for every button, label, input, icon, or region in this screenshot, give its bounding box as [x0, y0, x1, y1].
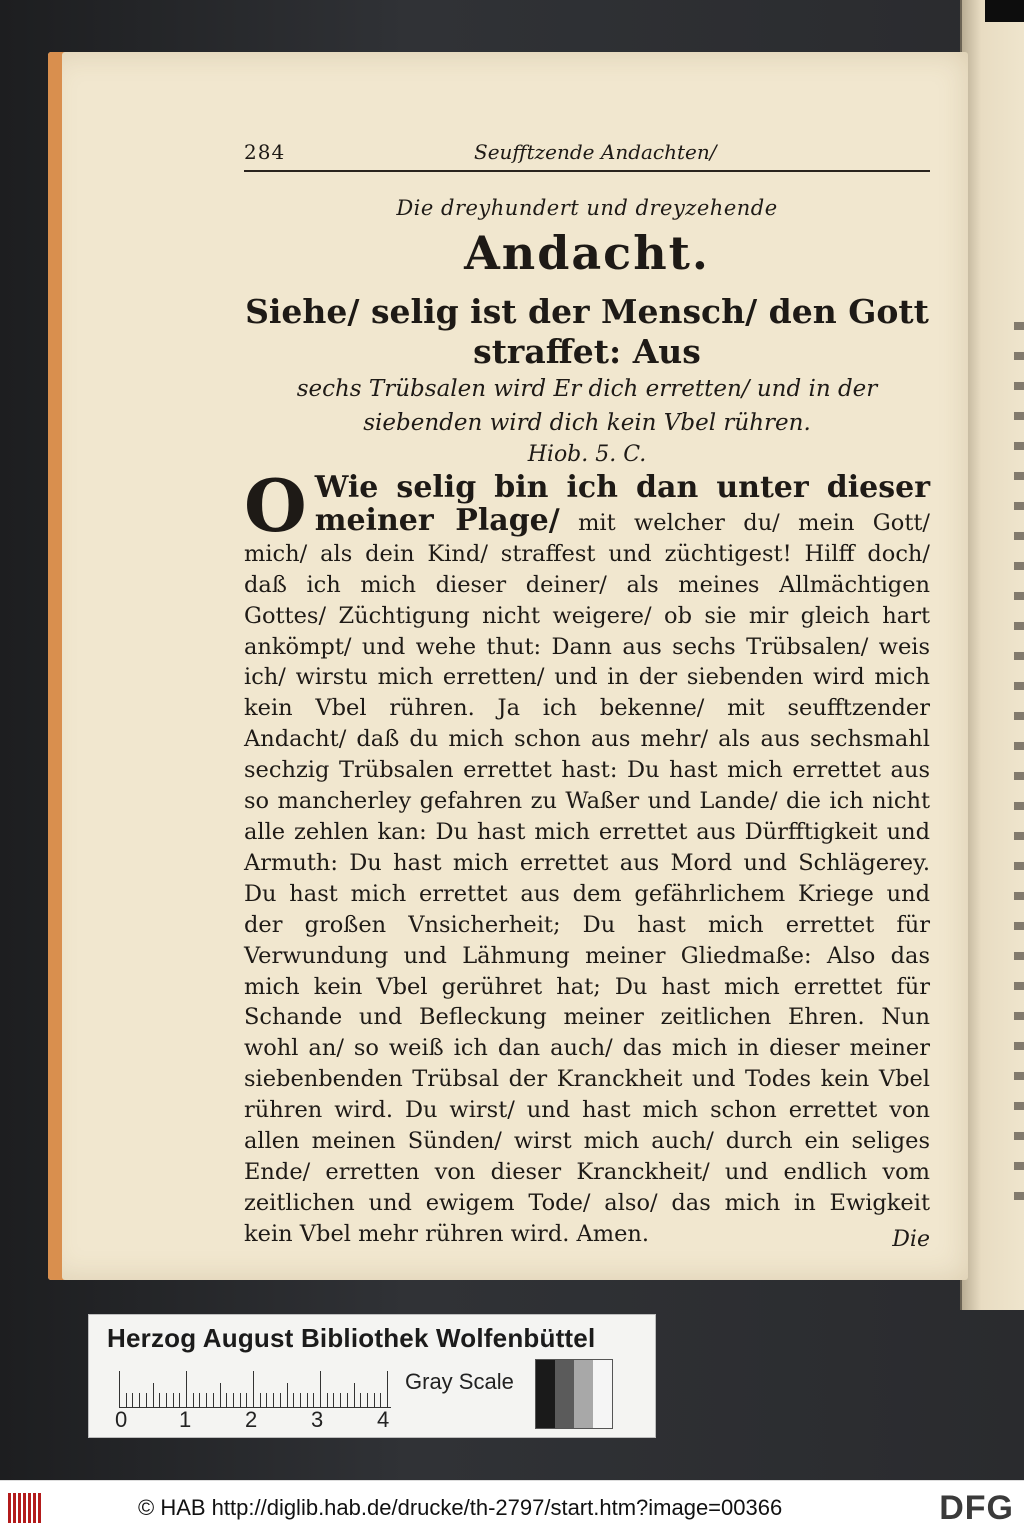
- ruler-tick: [220, 1383, 221, 1407]
- ruler-tick: [287, 1383, 288, 1407]
- ruler-number: 4: [377, 1407, 390, 1432]
- ruler-tick: [159, 1393, 160, 1407]
- ruler-number: 3: [311, 1407, 324, 1432]
- ruler-tick: [233, 1393, 234, 1407]
- motto-verse: [244, 292, 930, 440]
- footer-copyright-link[interactable]: © HAB http://diglib.hab.de/drucke/th-2797/start.htm?image=00366: [138, 1495, 783, 1520]
- gray-scale-label: Gray Scale: [405, 1369, 514, 1394]
- ruler-tick: [132, 1393, 133, 1407]
- scripture-reference: Hiob. 5. C.: [527, 442, 647, 467]
- ruler-tick: [226, 1393, 227, 1407]
- ruler-tick: [173, 1393, 174, 1407]
- ruler-tick: [273, 1393, 274, 1407]
- ruler-tick: [246, 1393, 247, 1407]
- ruler-tick: [354, 1383, 355, 1407]
- ruler-tick: [126, 1393, 127, 1407]
- ruler-tick: [186, 1371, 187, 1407]
- ruler-tick: [119, 1371, 120, 1407]
- ruler-tick: [313, 1393, 314, 1407]
- drop-initial: O: [244, 463, 307, 548]
- book-clip: [985, 0, 1024, 22]
- ruler-numbers: [111, 1407, 411, 1433]
- ruler-tick: [206, 1393, 207, 1407]
- ruler-tick: [260, 1393, 261, 1407]
- ruler-number: 1: [179, 1407, 192, 1432]
- ruler-tick: [266, 1393, 267, 1407]
- ruler-tick: [320, 1371, 321, 1407]
- ruler-tick: [293, 1393, 294, 1407]
- ruler-tick: [300, 1393, 301, 1407]
- institution-name: Herzog August Bibliothek Wolfenbüttel: [107, 1323, 596, 1353]
- page-header: [244, 140, 930, 172]
- ruler-tick: [179, 1393, 180, 1407]
- ruler-tick: [374, 1393, 375, 1407]
- ruler-tick: [240, 1393, 241, 1407]
- body-paragraph: mit welcher du/ mein Gott/ mich/ als dein Kind/ straffest und züchtigest! Hilff doch/ daß ich mich dieser deiner/ als meines Allmächtigen Gottes/ Züchtigung nicht weigere/ ob sie mir gleich hart ankömpt/ und wehe thut: Dann aus sechs Trübsalen/ weis ich/ wirstu mich erretten/ und in der siebenden wird mich kein Vbel rühren. Ja ich bekenne/ mit seufftzender Andacht/ daß du mich schon aus mehr/ als aus sechsmahl sechzig Trübsalen errettet hast: Du hast mich errettet aus so mancherley gefahren zu Waßer und Lande/ die ich nicht alle zehlen kan: Du hast mich errettet aus Dürfftigkeit und Armuth: Du hast mich errettet aus Mord und Schlägerey. Du hast mich errettet aus dem gefährlichem Kriege und der großen Vnsicherheit; Du hast mich errettet für Verwundung und Lähmung meiner Gliedmaße: Also das mich kein Vbel gerühret hat; Du hast mich errettet für Schande und Befleckung meiner zeitlichen Ehren. Nun wohl an/ so weiß ich dan auch/ das mich in dieser meiner siebenbenden Trübsal der Kranckheit und Todes kein Vbel rühren wird. Du wirst/ und hast mich schon errettet von allen meinen Sünden/ wirst mich auch/ durch ein seliges Ende/ erretten von dieser Kranckheit/ und endlich vom zeitlichen und ewigem Tode/ also/ das mich in Ewigkeit kein Vbel mehr rühren wird. Amen.: [244, 509, 930, 1247]
- body-wrapper: [244, 463, 930, 1252]
- body-lead: Wie selig bin ich dan unter dieser meiner Plage/: [314, 470, 930, 538]
- ruler-tick: [213, 1393, 214, 1407]
- ruler-tick: [199, 1393, 200, 1407]
- ruler-tick: [367, 1393, 368, 1407]
- ruler-tick: [333, 1393, 334, 1407]
- motto-rest: sechs Trübsalen wird Er dich erretten/ und in der siebenden wird dich kein Vbel rühren.: [296, 376, 878, 436]
- page-title: Andacht.: [464, 226, 710, 280]
- ruler-tick: [327, 1393, 328, 1407]
- cm-ruler: [119, 1369, 391, 1408]
- gray-scale-swatch: [535, 1359, 613, 1429]
- adjacent-page-text-fragments: [1014, 300, 1024, 1200]
- ruler-tick: [387, 1371, 388, 1407]
- ruler-tick: [139, 1393, 140, 1407]
- page-number: 284: [244, 140, 286, 164]
- ruler-number: 0: [115, 1407, 128, 1432]
- ruler-tick: [146, 1393, 147, 1407]
- running-head: Seufftzende Andachten/: [474, 140, 717, 164]
- color-calibration-bar: [88, 1314, 656, 1438]
- catchword: Die: [892, 1226, 930, 1252]
- ruler-tick: [347, 1393, 348, 1407]
- body-text: [244, 463, 930, 1250]
- page-content: [244, 140, 930, 1250]
- motto-first-line: Siehe/ selig ist der Mensch/ den Gott straffet: Aus: [245, 292, 929, 371]
- ruler-number: 2: [245, 1407, 258, 1432]
- footer-bar: [0, 1480, 1024, 1534]
- ruler-tick: [380, 1393, 381, 1407]
- ruler-tick: [193, 1393, 194, 1407]
- ruler-tick: [166, 1393, 167, 1407]
- ruler-tick: [360, 1393, 361, 1407]
- adjacent-page-edge: [960, 0, 1024, 1310]
- hab-logo-icon: [8, 1493, 42, 1523]
- ruler-tick: [153, 1383, 154, 1407]
- dfg-logo: DFG: [939, 1489, 1014, 1527]
- ruler-tick: [340, 1393, 341, 1407]
- ruler-tick: [253, 1371, 254, 1407]
- ruler-tick: [307, 1393, 308, 1407]
- section-subhead: Die dreyhundert und dreyzehende: [396, 196, 778, 220]
- ruler-tick: [280, 1393, 281, 1407]
